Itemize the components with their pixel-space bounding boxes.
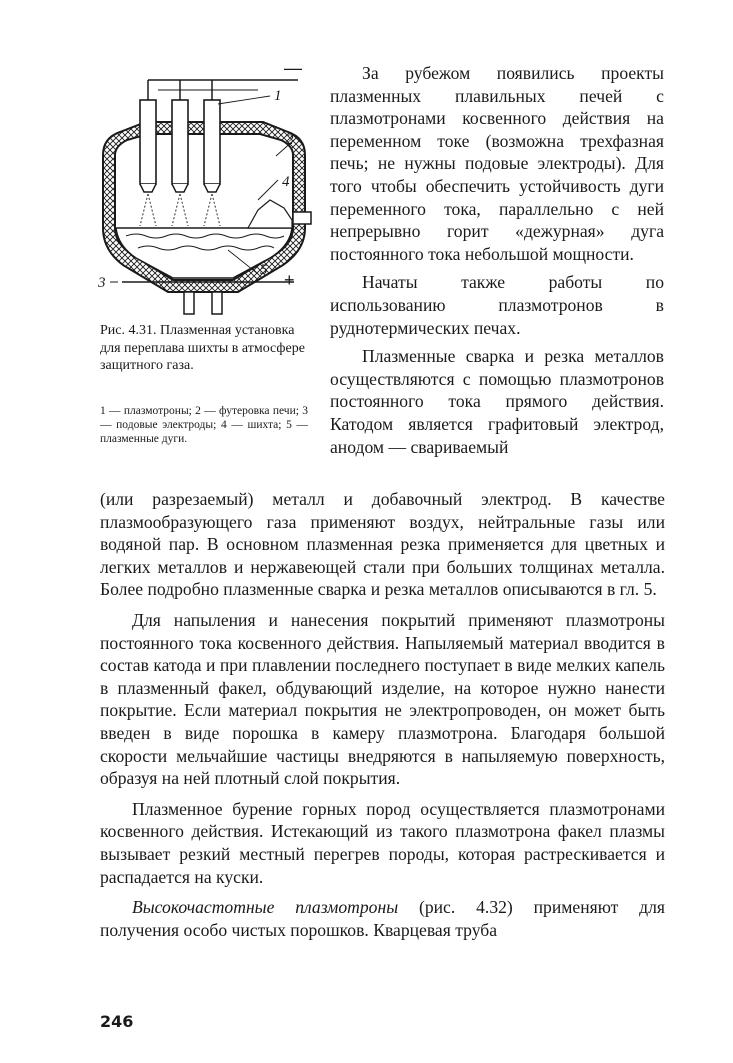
figure-label-5: 5 bbox=[260, 262, 268, 278]
figure-label-4: 4 bbox=[282, 174, 290, 190]
gas-outlet bbox=[293, 212, 311, 224]
figure-label-2: 2 bbox=[286, 132, 294, 148]
paragraph-3-start: Плазменные сварка и резка металлов осуществляются с помощью плазмотронов постоянного тока прямого действия. Катодом является графитовый электрод, анодом — свариваемый bbox=[330, 346, 664, 457]
figure-legend: 1 — плазмотроны; 2 — футеровка печи; 3 — подовые электроды; 4 — шихта; 5 — плазменные дуги. bbox=[100, 405, 308, 445]
charge-heap bbox=[248, 200, 292, 228]
term-hf-plasmatrons: Высокочастотные плазмотроны bbox=[132, 897, 399, 918]
right-column-text bbox=[330, 62, 664, 458]
furnace-diagram bbox=[98, 60, 313, 315]
full-width-text bbox=[100, 488, 665, 941]
page-number: 246 bbox=[100, 1012, 134, 1031]
paragraph-3-continued: (или разрезаемый) металл и добавочный электрод. В качестве плазмообразующего газа применяют воздух, нейтральные газы или водяной пар. В основном плазменная резка применяется для цветных и легких металлов и нержавеющей стали при больших толщинах металла. Более подробно плазменные сварка и резка металлов описываются в гл. 5. bbox=[100, 489, 665, 600]
paragraph-2: Начаты также работы по использованию плазмотронов в руднотермических печах. bbox=[330, 272, 664, 338]
figure-label-plus: + bbox=[284, 270, 295, 290]
figure-label-minus: — bbox=[284, 60, 302, 78]
paragraph-6 bbox=[100, 896, 665, 941]
plasma-furnace-figure bbox=[98, 60, 313, 315]
figure-caption: Рис. 4.31. Плазменная установка для переплава шихты в атмосфере защитного газа. bbox=[100, 323, 305, 373]
paragraph-1: За рубежом появились проекты плазменных плавильных печей с плазмотронами косвенного действия на переменном токе (возможна трехфазная печь; не нужны подовые электроды). Для того чтобы обеспечить устойчивость дуги переменного тока, параллельно с ней непрерывно горит «дежурная» дуга постоянного тока небольшой мощности. bbox=[330, 63, 664, 264]
figure-label-1: 1 bbox=[274, 88, 282, 104]
paragraph-6-rest: (рис. 4.32) применяют для получения особо чистых порошков. Кварцевая труба bbox=[100, 897, 665, 940]
paragraph-4: Для напыления и нанесения покрытий применяют плазмотроны постоянного тока косвенного действия. Напыляемый материал вводится в состав катода и при плавлении последнего поступает в виде мелких капель в плазменный факел, обдувающий изделие, на которое нужно нанести покрытие. Если материал покрытия не электропроводен, он может быть введен в виде порошка в камеру плазмотрона. Благодаря большой скорости мельчайшие частицы внедряются в напыляемую поверхность, образуя на ней плотный слой покрытия. bbox=[100, 609, 665, 789]
figure-label-3: 3 bbox=[98, 275, 106, 291]
plasma-arcs bbox=[140, 194, 220, 226]
plasmatron-right bbox=[204, 80, 220, 192]
paragraph-5: Плазменное бурение горных пород осуществляется плазмотронами косвенного действия. Истекающий из такого плазмотрона факел плазмы вызывает резкий местный перегрев породы, которая растрескивается и распадается на куски. bbox=[100, 798, 665, 887]
plasmatron-middle bbox=[172, 80, 188, 192]
plasmatron-left bbox=[140, 80, 156, 192]
